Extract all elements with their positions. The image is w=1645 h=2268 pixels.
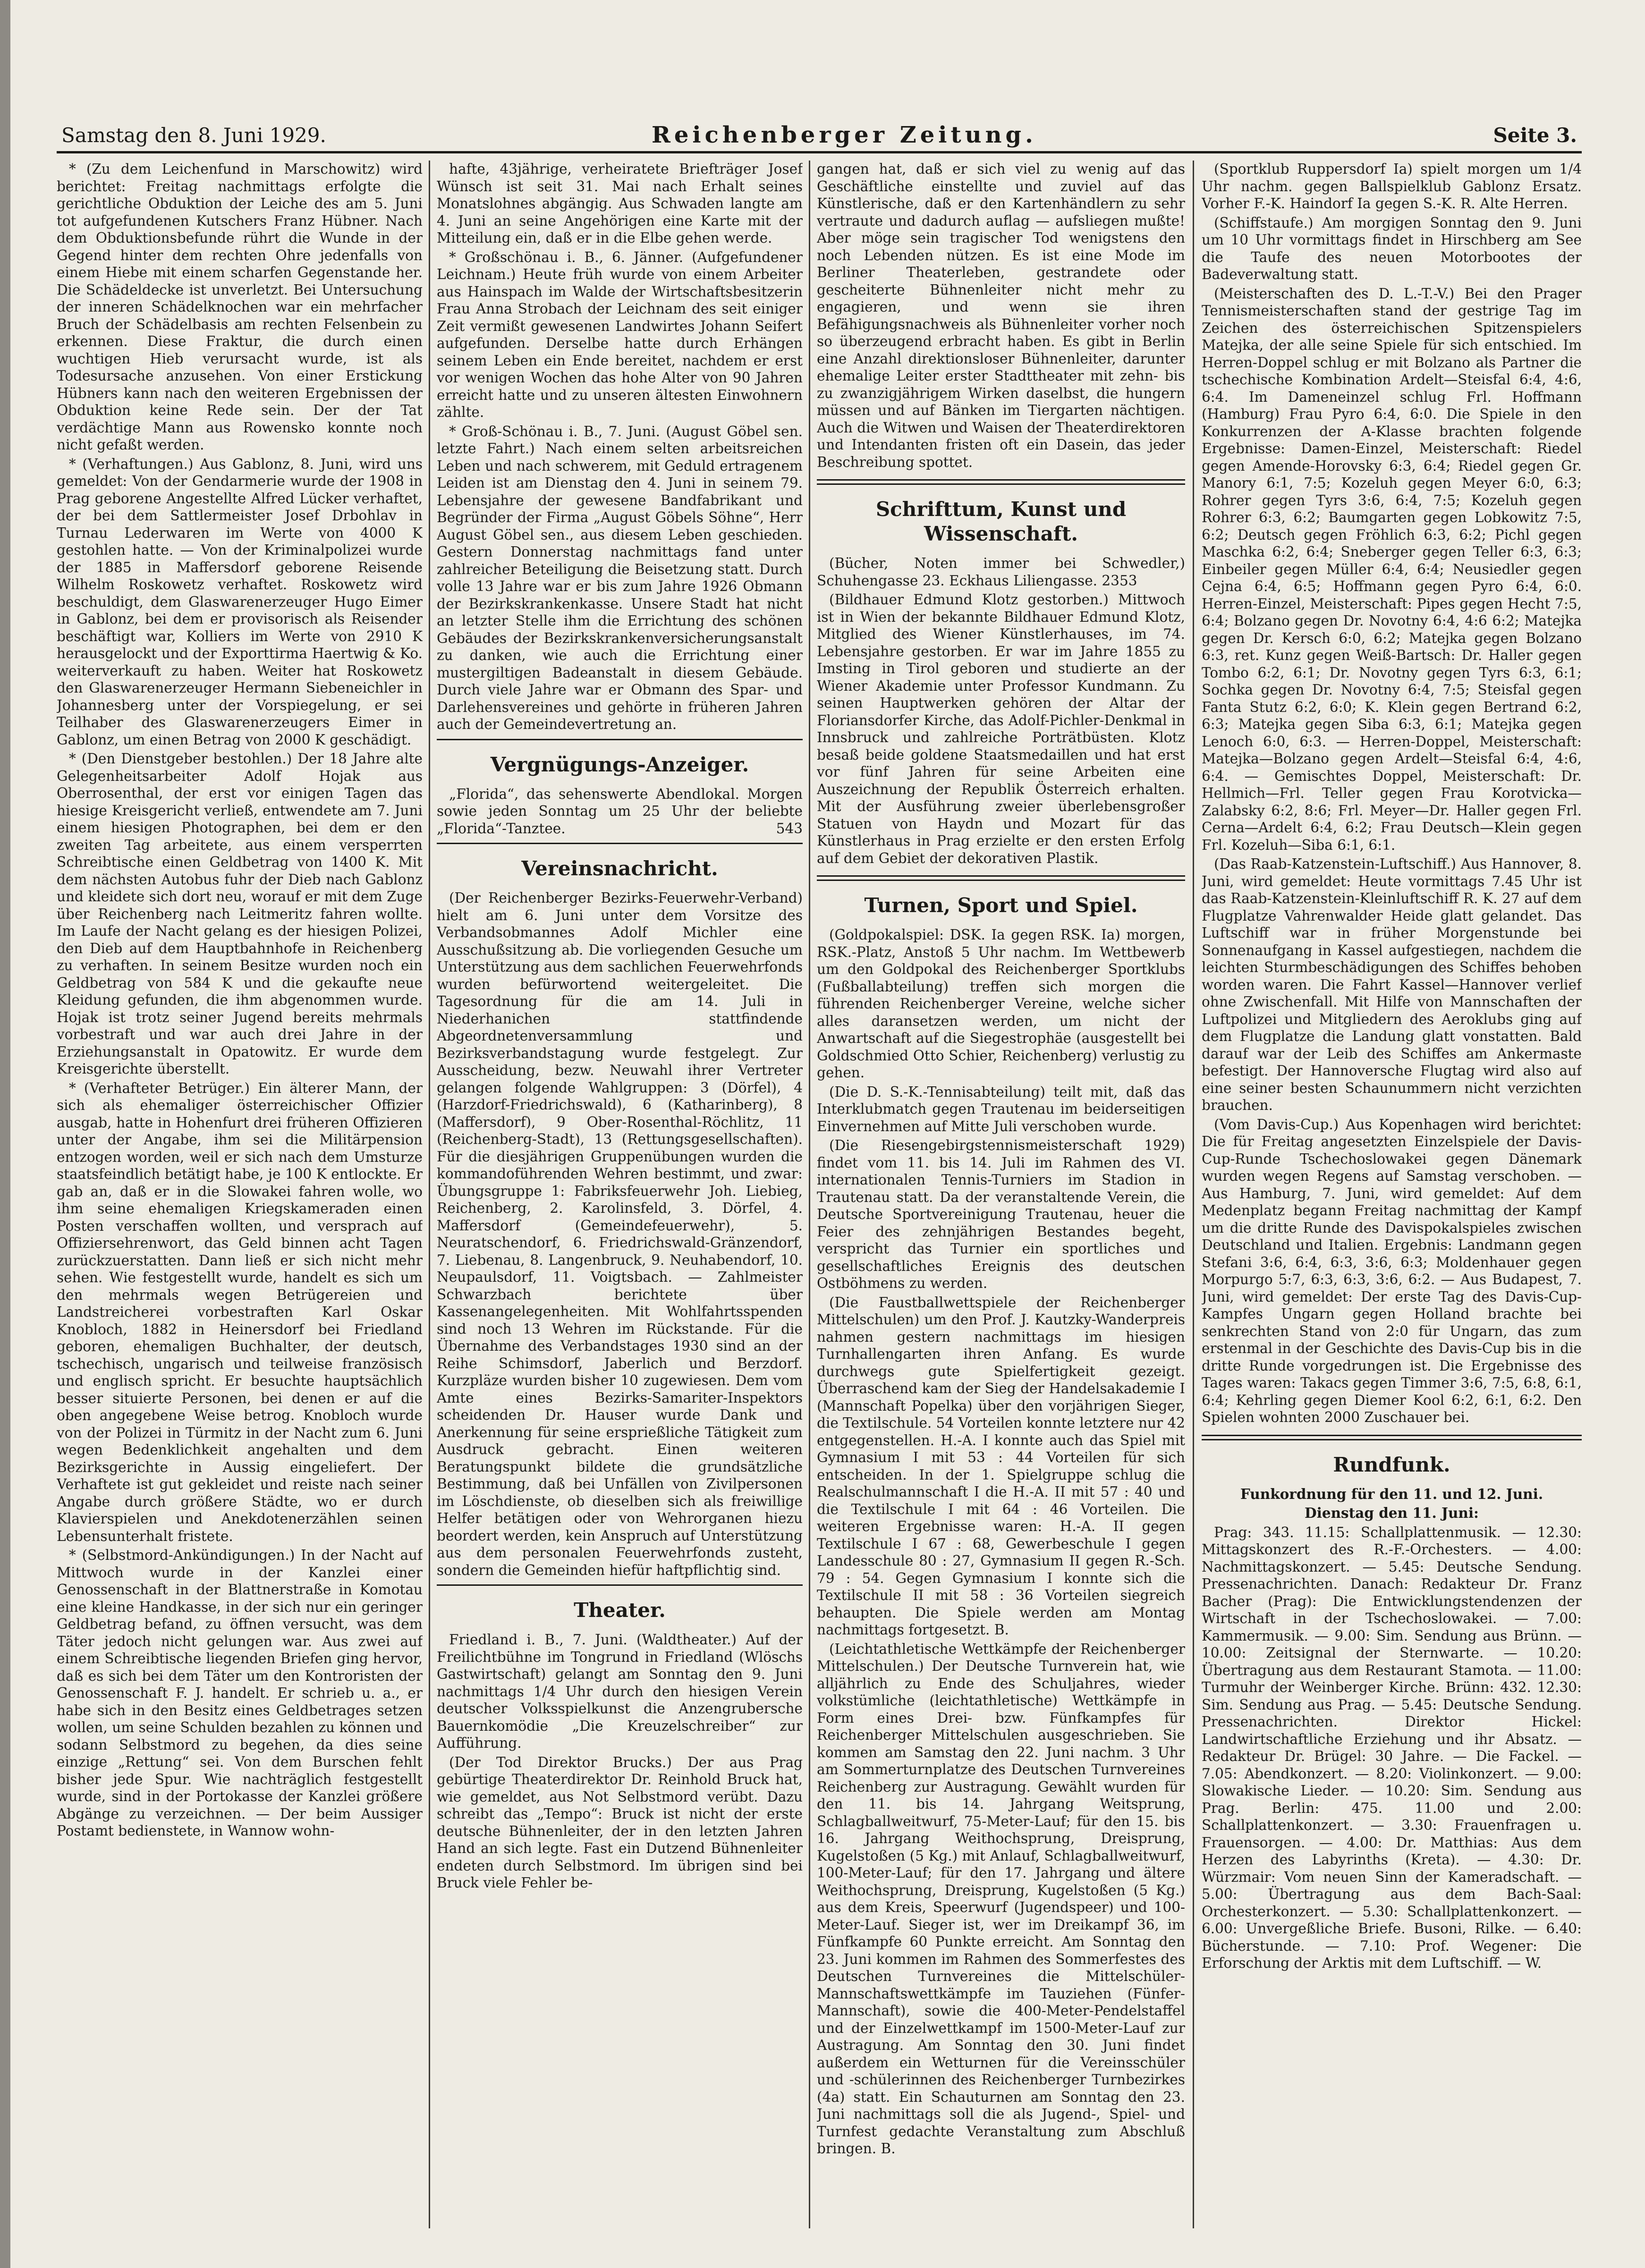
article-paragraph: * (Verhaftungen.) Aus Gablonz, 8. Juni, wird uns gemeldet: Von der Gendarmerie wurde der 1908 in Prag geborene Angestellte Alfred Lücker verhaftet, der bei dem Sattlermeister Josef Drbohlav in Turnau Lederwaren im Werte von 4000 K gestohlen hatte. — Von der Kriminalpolizei wurde der 1885 in Maffersdorf geborene Reisende Wilhelm Roskowetz verhaftet. Roskowetz wird beschuldigt, dem Glaswarenerzeuger Hugo Eimer in Gablonz, bei dem er provisorisch als Reisender beschäftigt war, Kolliers im Werte von 2910 K herausgelockt und der Exporttirma Haertwig & Ko. weiterverkauft zu haben. Weiter hat Roskowetz den Glaswarenerzeuger Hermann Siebeneichler in Johannesberg unter der Vorspiegelung, er sei Teilhaber des Glaswarenerzeugers Eimer in Gablonz, um einen Betrag von 2000 K geschädigt. bbox=[57, 456, 423, 748]
radio-day: Dienstag den 11. Juni: bbox=[1305, 1505, 1479, 1521]
section-divider bbox=[437, 1584, 803, 1586]
column-1 bbox=[57, 161, 423, 2238]
article-paragraph: (Der Reichenberger Bezirks-Feuerwehr-Verband) hielt am 6. Juni unter dem Vorsitze des Verbandsobmannes Adolf Michler eine Ausschußsitzung ab. Die vorliegenden Gesuche um Unterstützung aus dem sachlichen Feuerwehrfonds wurden befürwortend weitergeleitet. Die Tagesordnung für die am 14. Juli in Niederhanichen stattfindende Abgeordnetenversammlung und Bezirksverbandstagung wurde festgelegt. Zur Ausscheidung, bezw. Neuwahl ihrer Vertreter gelangen folgende Wahlgruppen: 3 (Dörfel), 4 (Harzdorf-Friedrichswald), 6 (Katharinberg), 8 (Maffersdorf), 9 Ober-Rosenthal-Röchlitz, 11 (Reichenberg-Stadt), 13 (Rettungsgesellschaften). Für die diesjährigen Gruppenübungen wurden die kommandoführenden Wehren bestimmt, und zwar: Übungsgruppe 1: Fabriksfeuerwehr Joh. Liebieg, Reichenberg, 2. Karolinsfeld, 3. Dörfel, 4. Maffersdorf (Gemeindefeuerwehr), 5. Neuratschendorf, 6. Friedrichswald-Gränzendorf, 7. Liebenau, 8. Langenbruck, 9. Neuhabendorf, 10. Neupaulsdorf, 11. Voigtsbach. — Zahlmeister Schwarzbach berichtete über Kassenangelegenheiten. Mit Wohlfahrtsspenden sind noch 13 Wehren im Rückstande. Für die Übernahme des Verbandstages 1930 sind an der Reihe Schimsdorf, Jaberlich und Berzdorf. Kurzpläze wurden bisher 10 zugewiesen. Dem vom Amte eines Bezirks-Samariter-Inspektors scheidenden Dr. Hauser wurde Dank und Anerkennung für seine ersprießliche Tätigkeit zum Ausdruck gebracht. Einen weiteren Beratungspunkt bildete die grundsätzliche Bestimmung, daß bei Unfällen von Zivilpersonen im Löschdienste, ob dieselben sich als freiwillige Helfer betätigen oder von Wehrorganen hiezu beordert werden, kein Anspruch auf Unterstützung aus dem personalen Feuerwehrfonds zusteht, sondern die Gemeinden hiefür haftpflichtig sind. bbox=[437, 890, 803, 1578]
section-divider bbox=[817, 479, 1185, 485]
ad-number: 543 bbox=[776, 820, 803, 837]
section-heading-vergnuegungen: Vergnügungs-Anzeiger. bbox=[490, 753, 749, 776]
article-paragraph: (Meisterschaften des D. L.-T.-V.) Bei den Prager Tennismeisterschaften stand der gestrige Tag im Zeichen des österreichischen Spitzenspielers Matejka, der alle seine Spiele für sich entschied. Im Herren-Doppel schlug er mit Bolzano als Partner die tschechische Kombination Ardelt—Steisfal 6:4, 4:6, 6:4. Im Dameneinzel schlug Frl. Hoffmann (Hamburg) Frau Pyro 6:4, 6:0. Die Spiele in den Konkurrenzen der A-Klasse brachten folgende Ergebnisse: Damen-Einzel, Meisterschaft: Riedel gegen Amende-Horovsky 6:3, 6:4; Riedel gegen Gr. Manory 6:1, 7:5; Kozeluh gegen Meyer 6:0, 6:3; Rohrer gegen Tyrs 3:6, 6:4, 7:5; Kozeluh gegen Rohrer 6:3, 6:2; Baumgarten gegen Lobkowitz 7:5, 6:2; Deutsch gegen Fröhlich 6:3, 6:2; Pichl gegen Maschka 6:2, 6:4; Sneberger gegen Teller 6:3, 6:3; Einbeiler gegen Müller 6:4, 6:4; Neusiedler gegen Cejna 6:4, 6:5; Hoffmann gegen Pyro 6:4, 6:0. Herren-Einzel, Meisterschaft: Pipes gegen Hecht 7:5, 6:4; Bolzano gegen Dr. Novotny 6:4, 4:6 6:2; Matejka gegen Dr. Kersch 6:0, 6:2; Matejka gegen Bolzano 6:3, ret. Kunz gegen Weiß-Bartsch: Dr. Haller gegen Tombo 6:2, 6:1; Dr. Novotny gegen Tyrs 6:3, 6:1; Sochka gegen Dr. Novotny 6:4, 7:5; Steisfal gegen Fanta Stutz 6:2, 6:0; K. Klein gegen Bertrand 6:2, 6:3; Matejka gegen Siba 6:3, 6:1; Matejka gegen Lenoch 6:0, 6:3. — Herren-Doppel, Meisterschaft: Matejka—Bolzano gegen Ardelt—Steisfal 6:4, 4:6, 6:4. — Gemischtes Doppel, Meisterschaft: Dr. Hellmich—Frl. Teller gegen Frau Korotvicka—Zalabsky 6:2, 8:6; Frl. Meyer—Dr. Haller gegen Frl. Cerna—Ardelt 6:4, 6:2; Frau Deutsch—Klein gegen Frl. Kozeluh—Siba 6:1, 6:1. bbox=[1202, 285, 1582, 853]
radio-subheading: Funkordnung für den 11. und 12. Juni. bbox=[1240, 1485, 1543, 1502]
article-paragraph: gangen hat, daß er sich viel zu wenig auf das Geschäftliche einstellte und zuviel auf das Künstlerische, daß er den Kartenhändlern zu sehr vertraute und dadurch auflag — aufsliegen mußte! Aber möge sein tragischer Tod wenigstens den noch Lebenden nützen. Es ist eine Mode im Berliner Theaterleben, gestrandete oder gescheiterte Bühnenleiter nicht mehr zu engagieren, und wenn sie ihren Befähigungsnachweis als Bühnenleiter vorher noch so überzeugend erbracht haben. Es gibt in Berlin eine Anzahl direktionsloser Bühnenleiter, darunter ehemalige Leiter erster Stadttheater mit zehn- bis zu zwanzigjährigem Wirken daselbst, die hungern müssen und auf Bänken im Tiergarten nächtigen. Auch die Witwen und Waisen der Theaterdirektoren und Intendanten fristen oft ein Dasein, das jeder Beschreibung spottet. bbox=[817, 161, 1185, 470]
article-paragraph: (Die Faustballwettspiele der Reichenberger Mittelschulen) um den Prof. J. Kautzky-Wanderpreis nahmen gestern nachmittags im hiesigen Turnhallengarten ihren Anfang. Es wurde durchwegs gute Spielfertigkeit gezeigt. Überraschend kam der Sieg der Handelsakademie I (Mannschaft Popelka) über den vorjährigen Sieger, die Textilschule. 54 Vorteilen konnte letztere nur 42 entgegenstellen. H.-A. I konnte auch das Spiel mit Gymnasium I mit 53 : 44 Vorteilen für sich entscheiden. In der 1. Spielgruppe schlug die Realschulmannschaft I die H.-A. II mit 57 : 40 und die Textilschule I mit 64 : 46 Vorteilen. Die weiteren Ergebnisse waren: H.-A. II gegen Textilschule I 67 : 68, Gewerbeschule I gegen Landesschule 80 : 27, Gymnasium II gegen R.-Sch. 79 : 54. Gegen Gymnasium I konnte sich die Textilschule II mit 58 : 36 Vorteilen siegreich behaupten. Die Spiele werden am Montag nachmittags fortgesetzt. B. bbox=[817, 1294, 1185, 1638]
column-2 bbox=[437, 161, 803, 2238]
article-paragraph: (Bildhauer Edmund Klotz gestorben.) Mittwoch ist in Wien der bekannte Bildhauer Edmund Klotz, Mitglied des Wiener Künstlerhauses, im 74. Lebensjahre gestorben. Er war im Jahre 1855 zu Imsting in Tirol geboren und studierte an der Wiener Akademie unter Professor Kundmann. Zu seinen Hauptwerken gehören der Altar der Floriansdorfer Kirche, das Adolf-Pichler-Denkmal in Innsbruck und zahlreiche Porträtbüsten. Klotz besaß beide goldene Staatsmedaillen und hat erst vor fünf Jahren für seine Arbeiten eine Auszeichnung der Republik Österreich erhalten. Mit der Ausführung zweier überlebensgroßer Statuen von Haydn und Mozart für das Künstlerhaus in Prag erzielte er den ersten Erfolg auf dem Gebiet der dekorativen Plastik. bbox=[817, 592, 1185, 866]
column-rule bbox=[1193, 161, 1194, 2228]
section-divider bbox=[437, 739, 803, 740]
radio-program: Prag: 343. 11.15: Schallplattenmusik. — 12.30: Mittagskonzert des R.-F.-Orchesters. — 4.00: Nachmittagskonzert. — 5.45: Deutsche Sendung. Pressenachrichten. Danach: Redakteur Dr. Franz Bacher (Prag): Die Entwicklungstendenzen der Wirtschaft in der Tschechoslowakei. — 7.00: Kammermusik. — 9.00: Sim. Sendung aus Brünn. — 10.00: Zeitsignal der Sternwarte. — 10.20: Übertragung aus dem Restaurant Stamota. — 11.00: Turmuhr der Weinberger Kirche. Brünn: 432. 12.30: Sim. Sendung aus Prag. — 5.45: Deutsche Sendung. Pressenachrichten. Direktor Hickel: Landwirtschaftliche Erziehung und ihr Absatz. — Redakteur Dr. Brügel: 30 Jahre. — Die Fackel. — 7.05: Abendkonzert. — 8.20: Violinkonzert. — 9.00: Slowakische Lieder. — 10.20: Sim. Sendung aus Prag. Berlin: 475. 11.00 und 2.00: Schallplattenkonzert. — 3.30: Frauenfragen u. Frauensorgen. — 4.00: Dr. Matthias: Aus dem Herzen des Labyrinths (Kreta). — 4.30: Dr. Würzmair: Vom neuen Sinn der Kameradschaft. — 5.00: Übertragung aus dem Bach-Saal: Orchesterkonzert. — 5.30: Schallplattenkonzert. — 6.00: Unvergeßliche Briefe. Busoni, Rilke. — 6.40: Bücherstunde. — 7.10: Prof. Wegener: Die Erforschung der Arktis mit dem Luftschiff. — W. bbox=[1202, 1524, 1582, 1971]
article-paragraph: * (Den Dienstgeber bestohlen.) Der 18 Jahre alte Gelegenheitsarbeiter Adolf Hojak aus Oberrosenthal, der erst vor einigen Tagen das hiesige Kreisgericht verließ, entwendete am 7. Juni einem hiesigen Photographen, bei dem er den zweiten Tag arbeitete, aus einem versperrten Schreibtische einen Geldbetrag von 1400 K. Mit dem nächsten Autobus fuhr der Dieb nach Gablonz und kleidete sich dort neu, worauf er mit dem Zuge über Reichenberg nach Leitmeritz fahren wollte. Im Laufe der Nacht gelang es der hiesigen Polizei, den Dieb auf dem Hauptbahnhofe in Reichenberg zu verhaften. In seinem Besitze wurden noch ein Geldbetrag von 584 K und die gekaufte neue Kleidung gefunden, die ihm abgenommen wurde. Hojak ist trotz seiner Jugend bereits mehrmals vorbestraft und war auch drei Jahre in der Erziehungsanstalt in Opatowitz. Er wurde dem Kreisgerichte überstellt. bbox=[57, 751, 423, 1077]
article-paragraph: Friedland i. B., 7. Juni. (Waldtheater.) Auf der Freilichtbühne im Tongrund in Friedland (Wlöschs Gastwirtschaft) gelangt am Sonntag den 9. Juni nachmittags 1/4 Uhr durch den hiesigen Verein deutscher Volksspielkunst die Anzengrubersche Bauernkomödie „Die Kreuzelschreiber“ zur Aufführung. bbox=[437, 1632, 803, 1751]
section-divider bbox=[817, 875, 1185, 881]
section-heading-turnen: Turnen, Sport und Spiel. bbox=[864, 894, 1138, 917]
article-paragraph: * Groß-Schönau i. B., 7. Juni. (August Göbel sen. letzte Fahrt.) Nach einem selten arbeitsreichen Leben und nach schwerem, mit Geduld ertragenem Leiden ist am Dienstag den 4. Juni in seinem 79. Lebensjahre der gewesene Bandfabrikant und Begründer der Firma „August Göbels Söhne“, Herr August Göbel sen., aus diesem Leben geschieden. Gestern Donnerstag nachmittags fand unter zahlreicher Beteiligung die Beisetzung statt. Durch volle 13 Jahre war er bis zum Jahre 1926 Obmann der Bezirkskrankenkasse. Unsere Stadt hat nicht an letzter Stelle ihm die Errichtung des schönen Gebäudes der Bezirkskrankenversicherungsanstalt zu danken, wie auch die Errichtung einer mustergiltigen Badeanstalt in diesem Gebäude. Durch viele Jahre war er Obmann des Spar- und Darlehensvereines und gehörte in früheren Jahren auch der Gemeindevertretung an. bbox=[437, 423, 803, 732]
section-heading-schrifttum: Schrifttum, Kunst und Wissenschaft. bbox=[875, 498, 1127, 545]
article-paragraph: * (Selbstmord-Ankündigungen.) In der Nacht auf Mittwoch wurde in der Kanzlei einer Genossenschaft in der Blattnerstraße in Komotau eine kleine Handkasse, in der sich nur ein geringer Geldbetrag befand, zu öffnen versucht, was dem Täter jedoch nicht gelungen war. Aus zwei auf einem Schreibtische liegenden Briefen ging hervor, daß es sich bei dem Täter um den Kontroristen der Genossenschaft F. J. handelt. Er schrieb u. a., er habe sich in den Besitz eines Geldbetrages setzen wollen, um seine Schulden bezahlen zu können und sodann Selbstmord zu begehen, da dies seine einzige „Rettung“ sei. Von dem Burschen fehlt bisher jede Spur. Wie nachträglich festgestellt wurde, sind in der Portokasse der Kanzlei größere Abgänge zu verzeichnen. — Der beim Aussiger Postamt bedienstete, in Wannow wohn- bbox=[57, 1547, 423, 1839]
section-heading-rundfunk: Rundfunk. bbox=[1333, 1453, 1450, 1476]
article-paragraph: (Bücher, Noten immer bei Schwedler,) Schuhengasse 23. Eckhaus Liliengasse. 2353 bbox=[817, 555, 1185, 589]
article-paragraph: (Goldpokalspiel: DSK. Ia gegen RSK. Ia) morgen, RSK.-Platz, Anstoß 5 Uhr nachm. Im Wettbewerb um den Goldpokal des Reichenberger Sportklubs (Fußballabteilung) treffen sich morgen die führenden Reichenberger Vereine, welche sicher alles daransetzen werden, um nicht der Anwartschaft auf die Siegestrophäe (ausgestellt bei Goldschmied Otto Schier, Reichenberg) verlustig zu gehen. bbox=[817, 927, 1185, 1081]
article-paragraph: (Der Tod Direktor Brucks.) Der aus Prag gebürtige Theaterdirektor Dr. Reinhold Bruck hat, wie gemeldet, aus Not Selbstmord verübt. Dazu schreibt das „Tempo“: Bruck ist nicht der erste deutsche Bühnenleiter, der in den letzten Jahren Hand an sich legte. Fast ein Dutzend Bühnenleiter endeten durch Selbstmord. Im übrigen sind bei Bruck viele Fehler be- bbox=[437, 1754, 803, 1891]
column-3 bbox=[817, 161, 1185, 2238]
article-paragraph: (Schiffstaufe.) Am morgigen Sonntag den 9. Juni um 10 Uhr vormittags findet in Hirschberg am See die Taufe des neuen Motorbootes der Badeverwaltung statt. bbox=[1202, 214, 1582, 282]
article-paragraph: (Sportklub Ruppersdorf Ia) spielt morgen um 1/4 Uhr nachm. gegen Ballspielklub Gablonz Ersatz. Vorher F.-K. Haindorf Ia gegen S.-K. R. Alte Herren. bbox=[1202, 161, 1582, 212]
header-date: Samstag den 8. Juni 1929. bbox=[61, 124, 326, 147]
newspaper-title: Reichenberger Zeitung. bbox=[652, 122, 1037, 148]
article-paragraph: * (Zu dem Leichenfund in Marschowitz) wird berichtet: Freitag nachmittags erfolgte die gerichtliche Obduktion der Leiche des am 5. Juni tot aufgefundenen Kutschers Franz Hübner. Nach dem Obduktionsbefunde rührt die Wunde in der Gegend hinter dem rechten Ohre jedenfalls von einem Hiebe mit einem scharfen Gegenstande her. Die Schädeldecke ist unverletzt. Bei Untersuchung der inneren Schädelknochen war ein mehrfacher Bruch der Schädelbasis am rechten Felsenbein zu erkennen. Diese Fraktur, die durch einen wuchtigen Hieb verursacht wurde, ist als Todesursache anzusehen. Von einer Erstickung Hübners kann nach den weiteren Ergebnissen der Obduktion keine Rede sein. Der der Tat verdächtige Mann aus Rowensko konnte noch nicht gefaßt werden. bbox=[57, 161, 423, 453]
article-paragraph: (Vom Davis-Cup.) Aus Kopenhagen wird berichtet: Die für Freitag angesetzten Einzelspiele der Davis-Cup-Runde Tschechoslowakei gegen Dänemark wurden wegen Regens auf Samstag verschoben. — Aus Hamburg, 7. Juni, wird gemeldet: Auf dem Medenplatz begann Freitag nachmittag der Kampf um die dritte Runde des Davispokalspieles zwischen Deutschland und Italien. Ergebnis: Landmann gegen Stefani 3:6, 6:4, 6:3, 3:6, 6:3; Moldenhauer gegen Morpurgo 5:7, 6:3, 6:3, 3:6, 6:2. — Aus Budapest, 7. Juni, wird gemeldet: Der erste Tag des Davis-Cup-Kampfes Ungarn gegen Holland brachte bei senkrechten Stand von 2:0 für Ungarn, das zum erstenmal in der Geschichte des Davis-Cup bis in die dritte Runde vorgedrungen ist. Die Ergebnisse des Tages waren: Takacs gegen Timmer 3:6, 7:5, 6:8, 6:1, 6:4; Kehrling gegen Diemer Kool 6:2, 6:1, 6:2. Den Spielen wohnten 2000 Zuschauer bei. bbox=[1202, 1116, 1582, 1425]
page-header bbox=[57, 118, 1582, 153]
advertisement-text bbox=[437, 786, 803, 838]
column-rule bbox=[809, 161, 810, 2228]
article-paragraph: (Leichtathletische Wettkämpfe der Reichenberger Mittelschulen.) Der Deutsche Turnverein hat, wie alljährlich zu Ende des Schuljahres, wieder volkstümliche (leichtathletische) Wettkämpfe in Form eines Drei- bzw. Fünfkampfes für Reichenberger Mittelschulen ausgeschrieben. Sie kommen am Samstag den 22. Juni nachm. 3 Uhr am Sommerturnplatze des Deutschen Turnvereines Reichenberg zur Austragung. Gewählt wurden für den 11. bis 14. Jahrgang Weitsprung, Schlagballweitwurf, 75-Meter-Lauf; für den 15. bis 16. Jahrgang Weithochsprung, Dreisprung, Kugelstoßen (5 Kg.) mit Anlauf, Schlagballweitwurf, 100-Meter-Lauf; für den 17. Jahrgang und ältere Weithochsprung, Dreisprung, Kugelstoßen (5 Kg.) aus dem Kreis, Speerwurf (Jugendspeer) und 100-Meter-Lauf. Sieger ist, wer im Dreikampf 36, im Fünfkampfe 60 Punkte erreicht. Am Sonntag den 23. Juni kommen im Rahmen des Sommerfestes des Deutschen Turnvereines die Mittelschüler-Mannschaftswettkämpfe im Tauziehen (Fünfer-Mannschaft), sowie die 400-Meter-Pendelstaffel und der Einzelwettkampf im 1500-Meter-Lauf zur Austragung. Am Sonntag den 30. Juni findet außerdem ein Wetturnen für die Vereinsschüler und -schülerinnen des Reichenberger Turnbezirkes (4a) statt. Ein Schauturnen am Sonntag den 23. Juni nachmittags soll die als Jugend-, Spiel- und Turnfest gedachte Veranstaltung zum Abschluß bringen. B. bbox=[817, 1641, 1185, 2157]
section-heading-theater: Theater. bbox=[574, 1599, 666, 1622]
scan-edge bbox=[0, 0, 10, 2268]
article-paragraph: (Das Raab-Katzenstein-Luftschiff.) Aus Hannover, 8. Juni, wird gemeldet: Heute vormittags 7.45 Uhr ist das Raab-Katzenstein-Kleinluftschiff R. K. 27 auf dem Flugplatze Vahrenwalder Heide glatt gelandet. Das Luftschiff war in früher Morgenstunde bei Sonnenaufgang in Kassel aufgestiegen, nachdem die leichten Sturmbeschädigungen des Schiffes behoben worden waren. Die Fahrt Kassel—Hannover verlief ohne Zwischenfall. Mit Hilfe von Mannschaften der Luftpolizei und Mitgliedern des Aeroklubs ging auf dem Flugplatze die Landung glatt vonstatten. Bald darauf war der Leib des Schiffes am Ankermaste befestigt. Der Hannoversche Flugtag wird also auf eine seiner besten Schaunummern nicht verzichten brauchen. bbox=[1202, 856, 1582, 1113]
page-number: Seite 3. bbox=[1493, 124, 1577, 147]
article-paragraph: (Die Riesengebirgstennismeisterschaft 1929) findet vom 11. bis 14. Juli im Rahmen des VI. internationalen Tennis-Turniers im Stadion in Trautenau statt. Da der veranstaltende Verein, die Deutsche Sportvereinigung Trautenau, heuer die Feier des zehnjährigen Bestandes begeht, verspricht das Turnier ein sportliches und gesellschaftliches Ereignis des deutschen Ostböhmens zu werden. bbox=[817, 1137, 1185, 1291]
section-heading-verein: Vereinsnachricht. bbox=[521, 857, 718, 880]
ad-body: „Florida“, das sehenswerte Abendlokal. Morgen sowie jeden Sonntag um 25 Uhr der beliebte „Florida“-Tanztee. bbox=[437, 786, 803, 837]
article-paragraph: * Großschönau i. B., 6. Jänner. (Aufgefundener Leichnam.) Heute früh wurde von einem Arbeiter aus Hainspach im Walde der Wirtschaftsbesitzerin Frau Anna Strobach der Leichnam des seit einiger Zeit vermißt gewesenen Landwirtes Johann Seifert aufgefunden. Derselbe hatte durch Erhängen seinem Leben ein Ende bereitet, nachdem er erst vor wenigen Wochen das hohe Alter von 90 Jahren erreicht hatte und zu unseren ältesten Einwohnern zählte. bbox=[437, 249, 803, 420]
section-divider bbox=[1202, 1435, 1582, 1440]
section-divider bbox=[437, 843, 803, 844]
article-paragraph: (Die D. S.-K.-Tennisabteilung) teilt mit, daß das Interklubmatch gegen Trautenau im beiderseitigen Einvernehmen auf Mitte Juli verschoben wurde. bbox=[817, 1083, 1185, 1134]
column-rule bbox=[429, 161, 430, 2228]
article-paragraph: hafte, 43jährige, verheiratete Briefträger Josef Wünsch ist seit 31. Mai nach Erhalt seines Monatslohnes abgängig. Aus Schwaden langte am 4. Juni an seine Angehörigen eine Karte mit der Mitteilung ein, daß er in die Elbe gehen werde. bbox=[437, 161, 803, 246]
column-4 bbox=[1202, 161, 1582, 2238]
article-paragraph: * (Verhafteter Betrüger.) Ein älterer Mann, der sich als ehemaliger österreichischer Offizier ausgab, hatte in Hohenfurt drei früheren Offizieren unter der Angabe, ihm sei die Militärpension entzogen worden, weil er sich nach dem Umsturze staatsfeindlich betätigt habe, je 100 K entlockte. Er gab an, daß er in die Slowakei fahren wolle, wo ihm seine ehemaligen Kriegskameraden einen Posten verschaffen wollten, und versprach auf Offiziersehrenwort, das Geld binnen acht Tagen zurückzuerstatten. Dann ließ er sich nicht mehr sehen. Wie festgestellt wurde, handelt es sich um den mehrmals wegen Betrügereien und Landstreicherei vorbestraften Karl Oskar Knobloch, 1882 in Heinersdorf bei Friedland geboren, ehemaligen Buchhalter, der deutsch, tschechisch, ungarisch und teilweise französisch und englisch spricht. Er besuchte hauptsächlich besser situierte Personen, bei denen er auf die oben angegebene Weise betrog. Knobloch wurde von der Polizei in Türmitz in der Nacht zum 6. Juni wegen Bedenklichkeit angehalten und dem Bezirksgerichte in Aussig eingeliefert. Der Verhaftete ist gut gekleidet und reiste nach seiner Angabe durch größere Städte, wo er durch Klavierspielen und Anekdotenerzählen seinen Lebensunterhalt fristete. bbox=[57, 1080, 423, 1544]
